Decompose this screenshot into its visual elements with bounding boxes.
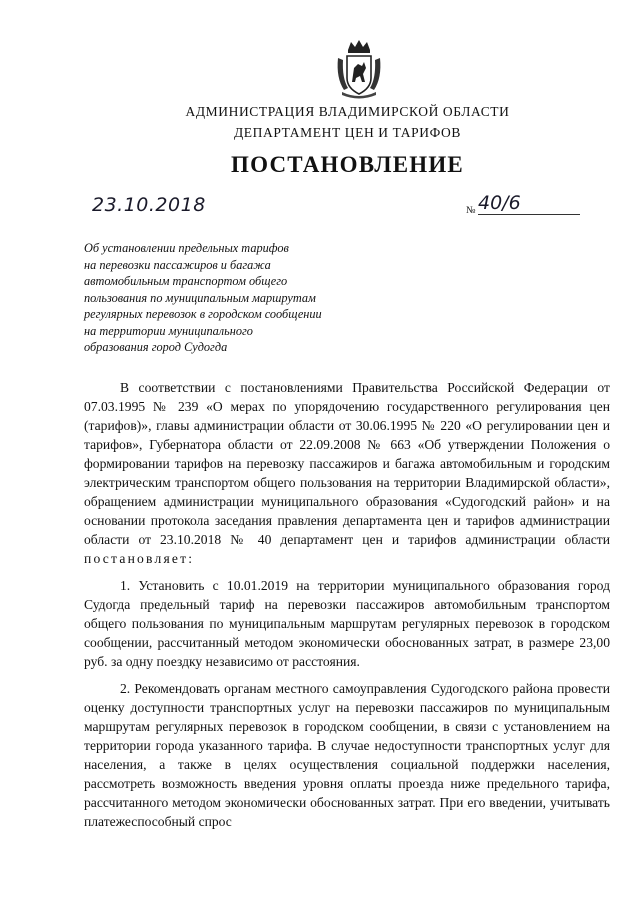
preamble-text: В соответствии с постановлениями Правительства Российской Федерации от 07.03.1995 № 239 «О мерах по упорядочению государственного регулирования цен (тарифов)», главы администрации области от 30.06.1995 № 220 «О регулировании цен и тарифов», Губернатора области от 22.09.2008 № 663 «Об утверждении Положения о формировании тарифов на перевозку пассажиров и багажа автомобильным и городским электрическим транспортом общего пользования на территории Владимирской области», обращением администрации муниципального образования «Судогодский район» и на основании протокола заседания правления департамента цен и тарифов администрации области от 23.10.2018 № 40 департамент цен и тарифов администрации области (84, 380, 610, 547)
subject-line: регулярных перевозок в городском сообщении (84, 307, 322, 321)
coat-of-arms-icon (334, 38, 384, 100)
subject-line: на территории муниципального (84, 323, 253, 338)
decree-word: постановляет: (84, 551, 195, 566)
subject-line: пользования по муниципальным маршрутам (84, 290, 316, 305)
number-label: № (466, 205, 476, 216)
subject-line: Об установлении предельных тарифов (84, 241, 289, 255)
document-title: ПОСТАНОВЛЕНИЕ (231, 152, 464, 177)
subject-line: образования город Судогда (84, 340, 228, 354)
subject-line: на перевозки пассажиров и багажа (84, 257, 271, 272)
item-2-paragraph: 2. Рекомендовать органам местного самоуправления Судогодского района провести оценку доступности транспортных услуг на перевозки пассажиров по муниципальным маршрутам регулярных перевозок в городском сообщении, в связи с установлением на территории города указанного тарифа. В случае недоступности транспортных услуг для населения, а также в целях осуществления социальной поддержки населения, рассмотреть возможность введения уровня оплаты проезда ниже предельного тарифа, рассчитанного методом экономически обоснованных затрат. При его введении, учитывать платежеспособный спрос (84, 681, 610, 829)
subject-line: автомобильным транспортом общего (84, 274, 288, 288)
preamble-paragraph (84, 378, 610, 568)
document-number: 40/6 (478, 192, 521, 214)
document-date: 23.10.2018 (92, 194, 206, 216)
number-underline (478, 214, 580, 215)
document-subject (84, 240, 384, 356)
department-name: ДЕПАРТАМЕНТ ЦЕН И ТАРИФОВ (234, 125, 461, 140)
organization-name: АДМИНИСТРАЦИЯ ВЛАДИМИРСКОЙ ОБЛАСТИ (185, 104, 510, 119)
item-1-paragraph: 1. Установить с 10.01.2019 на территории муниципального образования город Судогда предельный тариф на перевозки пассажиров автомобильным транспортом общего пользования по муниципальным маршрутам регулярных перевозок в городском сообщении, рассчитанный методом экономически обоснованных затрат, в размере 23,00 руб. за одну поездку независимо от расстояния. (84, 578, 610, 669)
document-body (84, 378, 610, 831)
